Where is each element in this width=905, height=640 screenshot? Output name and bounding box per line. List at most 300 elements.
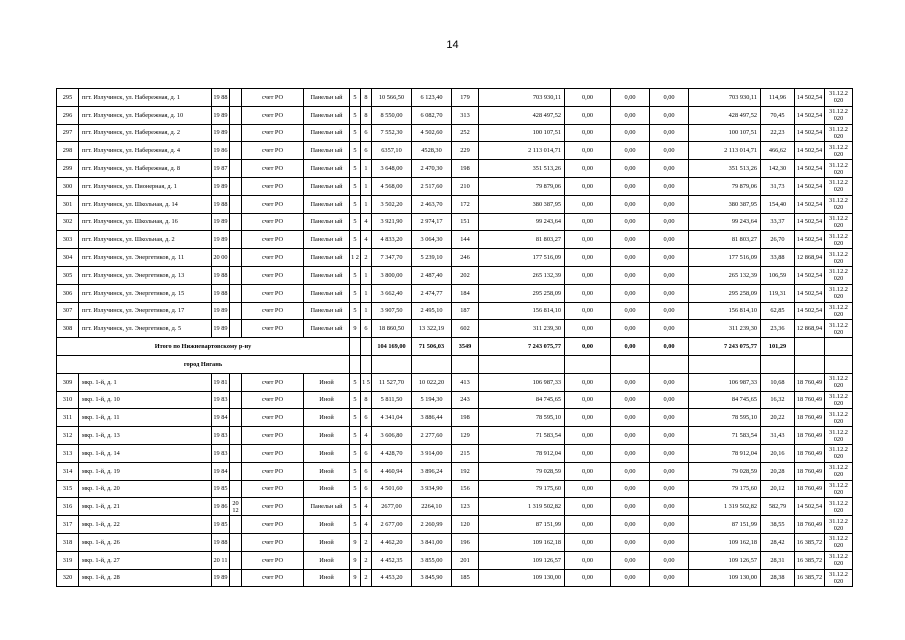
cell-mat: Иной bbox=[304, 373, 350, 391]
cell-addr: мкр. 1-й, д. 27 bbox=[79, 551, 212, 569]
cell-z1: 0,00 bbox=[565, 124, 611, 142]
cell-fl: 5 bbox=[350, 462, 361, 480]
cell-ppl: 252 bbox=[452, 124, 479, 142]
cell-n: 320 bbox=[57, 569, 79, 587]
cell-rate: 28,31 bbox=[761, 551, 795, 569]
cell-sum2: 79 028,59 bbox=[689, 462, 761, 480]
cell-rate: 28,42 bbox=[761, 533, 795, 551]
cell-ppl: 129 bbox=[452, 427, 479, 445]
table-row bbox=[57, 373, 853, 391]
cell-lim: 14 502,54 bbox=[795, 498, 825, 516]
cell-en: 2 bbox=[361, 569, 372, 587]
cell-addr: пгт. Излучинск, ул. Школьная, д. 14 bbox=[79, 195, 212, 213]
cell-own: счет РО bbox=[242, 89, 304, 107]
cell-sum2: 71 583,54 bbox=[689, 427, 761, 445]
empty-cell bbox=[350, 338, 361, 356]
cell-ar: 4 452,35 bbox=[372, 551, 412, 569]
cell-sum2: 109 162,18 bbox=[689, 533, 761, 551]
cell-rate: 26,70 bbox=[761, 231, 795, 249]
cell-date: 31.12.2 020 bbox=[825, 124, 853, 142]
cell-y2 bbox=[230, 409, 242, 427]
cell-ar2: 2 474,77 bbox=[412, 284, 452, 302]
cell-en: 6 bbox=[361, 320, 372, 338]
cell-sum2: 156 814,10 bbox=[689, 302, 761, 320]
cell-rate: 62,85 bbox=[761, 302, 795, 320]
table-row bbox=[57, 106, 853, 124]
cell-ar2: 3 934,90 bbox=[412, 480, 452, 498]
cell-date: 31.12.2 020 bbox=[825, 249, 853, 267]
cell-fl: 5 bbox=[350, 480, 361, 498]
cell-ppl: 198 bbox=[452, 409, 479, 427]
cell-n: 314 bbox=[57, 462, 79, 480]
cell-date: 31.12.2 020 bbox=[825, 533, 853, 551]
cell-z2: 0,00 bbox=[611, 213, 650, 231]
cell-n: 315 bbox=[57, 480, 79, 498]
cell-en: 1 5 bbox=[361, 373, 372, 391]
cell-mat: Иной bbox=[304, 480, 350, 498]
cell-fl: 5 bbox=[350, 231, 361, 249]
cell-z3: 0,00 bbox=[650, 569, 689, 587]
cell-sum2: 78 595,10 bbox=[689, 409, 761, 427]
cell-en: 6 bbox=[361, 142, 372, 160]
cell-n: 317 bbox=[57, 516, 79, 534]
cell-ppl: 187 bbox=[452, 302, 479, 320]
cell-ar2: 2 974,17 bbox=[412, 213, 452, 231]
cell-mat: Панельн ый bbox=[304, 249, 350, 267]
cell-n: 297 bbox=[57, 124, 79, 142]
cell-addr: пгт. Излучинск, ул. Набережная, д. 1 bbox=[79, 89, 212, 107]
cell-y2 bbox=[230, 195, 242, 213]
cell-sum: 78 912,04 bbox=[479, 444, 565, 462]
total-z2: 0,00 bbox=[611, 338, 650, 356]
cell-ar: 6357,10 bbox=[372, 142, 412, 160]
cell-rate: 28,38 bbox=[761, 569, 795, 587]
cell-y2 bbox=[230, 124, 242, 142]
cell-ar2: 3 896,24 bbox=[412, 462, 452, 480]
cell-en: 6 bbox=[361, 124, 372, 142]
cell-ar: 8 550,00 bbox=[372, 106, 412, 124]
empty-cell bbox=[611, 355, 650, 373]
cell-date: 31.12.2 020 bbox=[825, 195, 853, 213]
cell-z3: 0,00 bbox=[650, 124, 689, 142]
cell-own: счет РО bbox=[242, 106, 304, 124]
cell-ar2: 3 845,90 bbox=[412, 569, 452, 587]
cell-en: 4 bbox=[361, 231, 372, 249]
cell-z2: 0,00 bbox=[611, 231, 650, 249]
cell-ar: 2677,00 bbox=[372, 498, 412, 516]
cell-ar: 3 502,20 bbox=[372, 195, 412, 213]
cell-z3: 0,00 bbox=[650, 160, 689, 178]
cell-own: счет РО bbox=[242, 320, 304, 338]
table-row bbox=[57, 516, 853, 534]
cell-sum: 380 387,95 bbox=[479, 195, 565, 213]
cell-lim: 14 502,54 bbox=[795, 160, 825, 178]
cell-own: счет РО bbox=[242, 462, 304, 480]
cell-sum2: 311 239,30 bbox=[689, 320, 761, 338]
cell-year: 19 89 bbox=[212, 124, 230, 142]
cell-addr: мкр. 1-й, д. 13 bbox=[79, 427, 212, 445]
cell-year: 19 89 bbox=[212, 213, 230, 231]
cell-z3: 0,00 bbox=[650, 284, 689, 302]
cell-sum2: 79 879,06 bbox=[689, 177, 761, 195]
cell-mat: Иной bbox=[304, 444, 350, 462]
cell-sum: 81 803,27 bbox=[479, 231, 565, 249]
cell-rate: 142,30 bbox=[761, 160, 795, 178]
cell-own: счет РО bbox=[242, 551, 304, 569]
table-body bbox=[57, 89, 853, 587]
cell-z3: 0,00 bbox=[650, 533, 689, 551]
cell-own: счет РО bbox=[242, 160, 304, 178]
cell-ppl: 215 bbox=[452, 444, 479, 462]
cell-en: 2 bbox=[361, 249, 372, 267]
cell-z1: 0,00 bbox=[565, 160, 611, 178]
cell-z1: 0,00 bbox=[565, 195, 611, 213]
cell-lim: 14 502,54 bbox=[795, 106, 825, 124]
cell-sum: 99 243,64 bbox=[479, 213, 565, 231]
cell-year: 19 83 bbox=[212, 427, 230, 445]
cell-fl: 5 bbox=[350, 213, 361, 231]
total-ppl: 3549 bbox=[452, 338, 479, 356]
cell-sum: 703 930,11 bbox=[479, 89, 565, 107]
cell-sum: 79 879,06 bbox=[479, 177, 565, 195]
cell-date: 31.12.2 020 bbox=[825, 569, 853, 587]
cell-ar: 2 677,00 bbox=[372, 516, 412, 534]
cell-year: 19 89 bbox=[212, 106, 230, 124]
cell-fl: 5 bbox=[350, 177, 361, 195]
cell-own: счет РО bbox=[242, 231, 304, 249]
cell-addr: пгт. Излучинск, ул. Энергетиков, д. 5 bbox=[79, 320, 212, 338]
cell-lim: 12 868,94 bbox=[795, 320, 825, 338]
cell-rate: 70,45 bbox=[761, 106, 795, 124]
table-row bbox=[57, 142, 853, 160]
cell-z2: 0,00 bbox=[611, 498, 650, 516]
cell-en: 8 bbox=[361, 106, 372, 124]
cell-lim: 18 760,49 bbox=[795, 391, 825, 409]
cell-addr: пгт. Излучинск, ул. Энергетиков, д. 13 bbox=[79, 266, 212, 284]
empty-cell bbox=[650, 355, 689, 373]
table-row bbox=[57, 231, 853, 249]
cell-n: 304 bbox=[57, 249, 79, 267]
cell-sum: 106 987,33 bbox=[479, 373, 565, 391]
cell-sum: 177 516,09 bbox=[479, 249, 565, 267]
cell-year: 19 88 bbox=[212, 89, 230, 107]
cell-ar: 4 568,00 bbox=[372, 177, 412, 195]
cell-own: счет РО bbox=[242, 249, 304, 267]
cell-sum: 265 132,39 bbox=[479, 266, 565, 284]
cell-lim: 14 502,54 bbox=[795, 195, 825, 213]
table-row bbox=[57, 320, 853, 338]
cell-fl: 5 bbox=[350, 391, 361, 409]
cell-lim: 18 760,49 bbox=[795, 409, 825, 427]
cell-z2: 0,00 bbox=[611, 516, 650, 534]
cell-mat: Панельн ый bbox=[304, 177, 350, 195]
cell-fl: 9 bbox=[350, 533, 361, 551]
cell-en: 1 bbox=[361, 160, 372, 178]
empty-cell bbox=[361, 338, 372, 356]
cell-y2 bbox=[230, 177, 242, 195]
cell-ar2: 2 260,99 bbox=[412, 516, 452, 534]
cell-year: 19 89 bbox=[212, 177, 230, 195]
cell-sum2: 99 243,64 bbox=[689, 213, 761, 231]
table-row bbox=[57, 533, 853, 551]
cell-own: счет РО bbox=[242, 177, 304, 195]
cell-date: 31.12.2 020 bbox=[825, 444, 853, 462]
cell-n: 311 bbox=[57, 409, 79, 427]
cell-z1: 0,00 bbox=[565, 266, 611, 284]
cell-z3: 0,00 bbox=[650, 320, 689, 338]
cell-addr: мкр. 1-й, д. 1 bbox=[79, 373, 212, 391]
cell-own: счет РО bbox=[242, 533, 304, 551]
cell-own: счет РО bbox=[242, 213, 304, 231]
cell-date: 31.12.2 020 bbox=[825, 391, 853, 409]
cell-lim: 14 502,54 bbox=[795, 89, 825, 107]
cell-ar: 7 552,30 bbox=[372, 124, 412, 142]
cell-z3: 0,00 bbox=[650, 302, 689, 320]
cell-ppl: 602 bbox=[452, 320, 479, 338]
cell-ppl: 185 bbox=[452, 569, 479, 587]
cell-ppl: 151 bbox=[452, 213, 479, 231]
cell-ar2: 3 914,00 bbox=[412, 444, 452, 462]
cell-ar2: 2 495,10 bbox=[412, 302, 452, 320]
table-row bbox=[57, 284, 853, 302]
cell-mat: Иной bbox=[304, 569, 350, 587]
table-row bbox=[57, 213, 853, 231]
cell-en: 6 bbox=[361, 462, 372, 480]
cell-mat: Панельн ый bbox=[304, 284, 350, 302]
cell-sum2: 295 258,09 bbox=[689, 284, 761, 302]
cell-year: 19 89 bbox=[212, 231, 230, 249]
cell-ar: 3 648,00 bbox=[372, 160, 412, 178]
empty-cell bbox=[565, 355, 611, 373]
cell-ar: 4 453,20 bbox=[372, 569, 412, 587]
cell-z3: 0,00 bbox=[650, 249, 689, 267]
cell-ar2: 3 064,30 bbox=[412, 231, 452, 249]
cell-ar: 3 662,40 bbox=[372, 284, 412, 302]
cell-z2: 0,00 bbox=[611, 320, 650, 338]
empty-cell bbox=[412, 355, 452, 373]
cell-ppl: 196 bbox=[452, 533, 479, 551]
cell-date: 31.12.2 020 bbox=[825, 373, 853, 391]
cell-sum: 109 126,57 bbox=[479, 551, 565, 569]
cell-n: 298 bbox=[57, 142, 79, 160]
cell-z2: 0,00 bbox=[611, 160, 650, 178]
cell-ppl: 246 bbox=[452, 249, 479, 267]
cell-z3: 0,00 bbox=[650, 391, 689, 409]
cell-fl: 5 bbox=[350, 427, 361, 445]
cell-n: 309 bbox=[57, 373, 79, 391]
cell-ar: 3 907,50 bbox=[372, 302, 412, 320]
cell-z2: 0,00 bbox=[611, 177, 650, 195]
cell-own: счет РО bbox=[242, 498, 304, 516]
cell-z2: 0,00 bbox=[611, 533, 650, 551]
cell-date: 31.12.2 020 bbox=[825, 320, 853, 338]
cell-year: 19 83 bbox=[212, 391, 230, 409]
cell-addr: мкр. 1-й, д. 19 bbox=[79, 462, 212, 480]
cell-ppl: 144 bbox=[452, 231, 479, 249]
cell-ar2: 2 487,40 bbox=[412, 266, 452, 284]
cell-own: счет РО bbox=[242, 284, 304, 302]
cell-lim: 14 502,54 bbox=[795, 302, 825, 320]
cell-date: 31.12.2 020 bbox=[825, 302, 853, 320]
cell-ar2: 5 239,10 bbox=[412, 249, 452, 267]
cell-sum: 295 258,09 bbox=[479, 284, 565, 302]
cell-rate: 119,31 bbox=[761, 284, 795, 302]
cell-z3: 0,00 bbox=[650, 480, 689, 498]
cell-ppl: 202 bbox=[452, 266, 479, 284]
empty-cell bbox=[761, 355, 795, 373]
cell-z3: 0,00 bbox=[650, 142, 689, 160]
cell-y2 bbox=[230, 516, 242, 534]
cell-year: 19 89 bbox=[212, 302, 230, 320]
cell-z2: 0,00 bbox=[611, 391, 650, 409]
cell-en: 2 bbox=[361, 533, 372, 551]
cell-date: 31.12.2 020 bbox=[825, 89, 853, 107]
cell-sum: 351 513,26 bbox=[479, 160, 565, 178]
cell-n: 313 bbox=[57, 444, 79, 462]
cell-own: счет РО bbox=[242, 444, 304, 462]
cell-fl: 5 bbox=[350, 444, 361, 462]
cell-z1: 0,00 bbox=[565, 409, 611, 427]
cell-sum: 311 239,30 bbox=[479, 320, 565, 338]
cell-year: 20 00 bbox=[212, 249, 230, 267]
cell-fl: 5 bbox=[350, 373, 361, 391]
cell-rate: 466,62 bbox=[761, 142, 795, 160]
cell-en: 1 bbox=[361, 195, 372, 213]
cell-z3: 0,00 bbox=[650, 106, 689, 124]
cell-n: 299 bbox=[57, 160, 79, 178]
cell-own: счет РО bbox=[242, 516, 304, 534]
cell-sum: 109 130,00 bbox=[479, 569, 565, 587]
cell-en: 4 bbox=[361, 498, 372, 516]
empty-cell bbox=[452, 355, 479, 373]
cell-ar: 11 527,70 bbox=[372, 373, 412, 391]
cell-ppl: 192 bbox=[452, 462, 479, 480]
cell-z1: 0,00 bbox=[565, 231, 611, 249]
cell-sum2: 79 175,60 bbox=[689, 480, 761, 498]
cell-lim: 18 760,49 bbox=[795, 444, 825, 462]
cell-n: 296 bbox=[57, 106, 79, 124]
cell-sum: 87 151,99 bbox=[479, 516, 565, 534]
cell-sum2: 81 803,27 bbox=[689, 231, 761, 249]
cell-z2: 0,00 bbox=[611, 249, 650, 267]
cell-sum: 109 162,18 bbox=[479, 533, 565, 551]
cell-sum: 428 497,52 bbox=[479, 106, 565, 124]
table-row bbox=[57, 195, 853, 213]
cell-y2 bbox=[230, 444, 242, 462]
page-number: 14 bbox=[446, 39, 459, 51]
cell-sum2: 177 516,09 bbox=[689, 249, 761, 267]
cell-sum2: 428 497,52 bbox=[689, 106, 761, 124]
cell-ppl: 313 bbox=[452, 106, 479, 124]
cell-z3: 0,00 bbox=[650, 177, 689, 195]
cell-y2 bbox=[230, 302, 242, 320]
cell-fl: 5 bbox=[350, 160, 361, 178]
cell-own: счет РО bbox=[242, 373, 304, 391]
cell-own: счет РО bbox=[242, 427, 304, 445]
cell-year: 19 88 bbox=[212, 195, 230, 213]
cell-lim: 14 502,54 bbox=[795, 284, 825, 302]
cell-mat: Панельн ый bbox=[304, 498, 350, 516]
cell-year: 19 81 bbox=[212, 373, 230, 391]
cell-en: 1 bbox=[361, 177, 372, 195]
cell-z1: 0,00 bbox=[565, 249, 611, 267]
cell-addr: пгт. Излучинск, ул. Набережная, д. 8 bbox=[79, 160, 212, 178]
cell-rate: 154,40 bbox=[761, 195, 795, 213]
cell-rate: 10,68 bbox=[761, 373, 795, 391]
cell-z3: 0,00 bbox=[650, 213, 689, 231]
cell-z3: 0,00 bbox=[650, 373, 689, 391]
cell-y2 bbox=[230, 462, 242, 480]
cell-date: 31.12.2 020 bbox=[825, 142, 853, 160]
cell-year: 19 85 bbox=[212, 480, 230, 498]
cell-y2 bbox=[230, 533, 242, 551]
table-row bbox=[57, 427, 853, 445]
cell-z1: 0,00 bbox=[565, 498, 611, 516]
cell-z1: 0,00 bbox=[565, 373, 611, 391]
cell-z2: 0,00 bbox=[611, 195, 650, 213]
cell-y2 bbox=[230, 213, 242, 231]
total-sum: 7 243 075,77 bbox=[479, 338, 565, 356]
cell-fl: 1 2 bbox=[350, 249, 361, 267]
cell-z2: 0,00 bbox=[611, 89, 650, 107]
table-row bbox=[57, 444, 853, 462]
total-z3: 0,00 bbox=[650, 338, 689, 356]
cell-ar2: 2264,10 bbox=[412, 498, 452, 516]
cell-z2: 0,00 bbox=[611, 124, 650, 142]
cell-z2: 0,00 bbox=[611, 142, 650, 160]
cell-addr: пгт. Излучинск, ул. Набережная, д. 10 bbox=[79, 106, 212, 124]
cell-z2: 0,00 bbox=[611, 284, 650, 302]
total-z1: 0,00 bbox=[565, 338, 611, 356]
cell-n: 310 bbox=[57, 391, 79, 409]
cell-ppl: 120 bbox=[452, 516, 479, 534]
cell-own: счет РО bbox=[242, 124, 304, 142]
cell-z1: 0,00 bbox=[565, 551, 611, 569]
cell-ppl: 198 bbox=[452, 160, 479, 178]
cell-en: 1 bbox=[361, 266, 372, 284]
cell-mat: Панельн ый bbox=[304, 142, 350, 160]
cell-y2 bbox=[230, 284, 242, 302]
cell-z2: 0,00 bbox=[611, 409, 650, 427]
cell-sum2: 380 387,95 bbox=[689, 195, 761, 213]
cell-fl: 5 bbox=[350, 124, 361, 142]
cell-addr: мкр. 1-й, д. 10 bbox=[79, 391, 212, 409]
table-row bbox=[57, 124, 853, 142]
cell-year: 19 89 bbox=[212, 569, 230, 587]
cell-ar2: 5 194,30 bbox=[412, 391, 452, 409]
cell-y2 bbox=[230, 249, 242, 267]
cell-mat: Иной bbox=[304, 409, 350, 427]
cell-mat: Панельн ый bbox=[304, 302, 350, 320]
cell-mat: Панельн ый bbox=[304, 231, 350, 249]
cell-ar2: 6 123,40 bbox=[412, 89, 452, 107]
cell-z1: 0,00 bbox=[565, 516, 611, 534]
cell-ar: 10 566,50 bbox=[372, 89, 412, 107]
cell-year: 19 86 bbox=[212, 498, 230, 516]
cell-lim: 14 502,54 bbox=[795, 142, 825, 160]
cell-fl: 9 bbox=[350, 551, 361, 569]
cell-z2: 0,00 bbox=[611, 266, 650, 284]
cell-en: 6 bbox=[361, 409, 372, 427]
cell-y2 bbox=[230, 391, 242, 409]
cell-year: 19 84 bbox=[212, 409, 230, 427]
cell-ar2: 3 855,00 bbox=[412, 551, 452, 569]
cell-z1: 0,00 bbox=[565, 177, 611, 195]
cell-ar2: 6 082,70 bbox=[412, 106, 452, 124]
cell-z2: 0,00 bbox=[611, 444, 650, 462]
cell-addr: пгт. Излучинск, ул. Пионерная, д. 1 bbox=[79, 177, 212, 195]
cell-mat: Иной bbox=[304, 551, 350, 569]
